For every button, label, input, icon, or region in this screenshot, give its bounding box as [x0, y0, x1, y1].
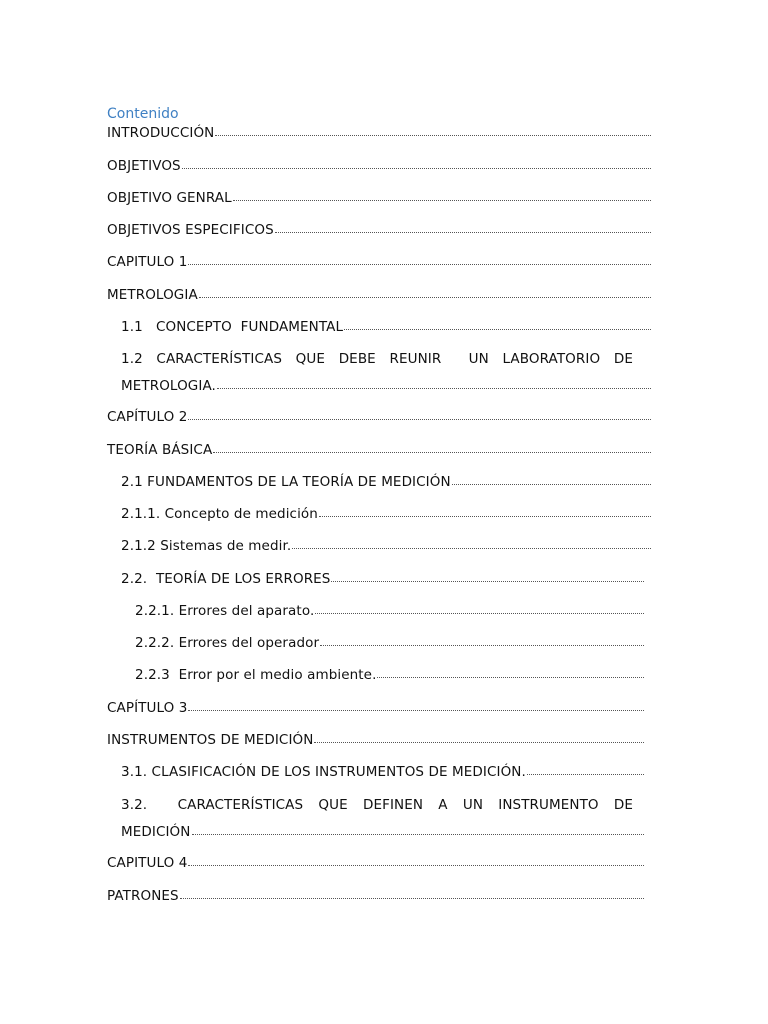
toc-entry-label: 2.1.1. Concepto de medición: [121, 506, 318, 522]
dot-leader: [319, 515, 651, 517]
dot-leader: [314, 741, 644, 743]
toc-entry-introduccion[interactable]: [107, 127, 651, 141]
toc-entry-label: OBJETIVOS: [107, 158, 181, 174]
dot-leader: [527, 773, 644, 775]
toc-entry-label: INTRODUCCIÓN: [107, 125, 215, 141]
dot-leader: [182, 167, 651, 169]
toc-entry-label: 1.1 CONCEPTO FUNDAMENTAL: [121, 319, 344, 335]
toc-entry-2-2-1[interactable]: [135, 605, 644, 619]
dot-leader: [199, 296, 651, 298]
toc-entry-label: 2.1.2 Sistemas de medir.: [121, 538, 292, 554]
toc-entry-1-2[interactable]: [121, 346, 633, 400]
toc-entry-teoria-basica[interactable]: [107, 444, 651, 458]
toc-entry-capitulo-4[interactable]: [107, 857, 644, 871]
toc-entry-3-1[interactable]: [121, 766, 644, 780]
toc-entry-label: CAPITULO 4: [107, 855, 188, 871]
dot-leader: [344, 328, 651, 330]
toc-entry-label-line1: 1.2 CARACTERÍSTICAS QUE DEBE REUNIR UN LABORATORIO DE: [121, 351, 633, 367]
toc-entry-label: 2.2. TEORÍA DE LOS ERRORES: [121, 571, 331, 587]
dot-leader: [275, 231, 651, 233]
toc-entry-label-line2: METROLOGIA.: [121, 378, 216, 394]
toc-entry-2-1-2[interactable]: [121, 540, 651, 554]
dot-leader: [452, 483, 651, 485]
toc-entry-objetivo-general[interactable]: [107, 192, 651, 206]
toc-entry-2-1-1[interactable]: [121, 508, 651, 522]
toc-entry-1-1[interactable]: [121, 321, 651, 335]
toc-entry-label: 2.2.2. Errores del operador: [135, 635, 320, 651]
toc-entry-label: 2.2.1. Errores del aparato.: [135, 603, 315, 619]
toc-entry-label: 2.2.3 Error por el medio ambiente.: [135, 667, 377, 683]
toc-entry-patrones[interactable]: [107, 890, 644, 904]
dot-leader: [233, 199, 651, 201]
toc-entry-label: INSTRUMENTOS DE MEDICIÓN: [107, 732, 314, 748]
toc-entry-2-2[interactable]: [121, 573, 644, 587]
dot-leader: [377, 676, 644, 678]
toc-entry-label: CAPÍTULO 3: [107, 700, 188, 716]
dot-leader: [188, 263, 651, 265]
toc-entry-metrologia[interactable]: [107, 289, 651, 303]
dot-leader: [188, 864, 644, 866]
dot-leader: [331, 580, 644, 582]
toc-entry-capitulo-3[interactable]: [107, 702, 644, 716]
toc-entry-label: PATRONES: [107, 888, 179, 904]
dot-leader: [217, 387, 651, 389]
toc-entry-2-1[interactable]: [121, 476, 651, 490]
dot-leader: [315, 612, 644, 614]
toc-entry-capitulo-1[interactable]: [107, 256, 651, 270]
toc-entry-label: OBJETIVO GENRAL: [107, 190, 232, 206]
dot-leader: [213, 451, 651, 453]
toc-entry-3-2[interactable]: [121, 792, 633, 846]
toc-heading: Contenido: [107, 106, 179, 122]
dot-leader: [192, 833, 645, 835]
toc-entry-label: METROLOGIA: [107, 287, 198, 303]
toc-entry-label: TEORÍA BÁSICA: [107, 442, 213, 458]
dot-leader: [188, 418, 651, 420]
toc-entry-label: CAPITULO 1: [107, 254, 188, 270]
toc-entry-2-2-3[interactable]: [135, 669, 644, 683]
toc-entry-label-line2: MEDICIÓN: [121, 824, 191, 840]
toc-entry-objetivos[interactable]: [107, 160, 651, 174]
dot-leader: [180, 897, 644, 899]
toc-entry-label: CAPÍTULO 2: [107, 409, 188, 425]
toc-entry-objetivos-especificos[interactable]: [107, 224, 651, 238]
toc-entry-label: 3.1. CLASIFICACIÓN DE LOS INSTRUMENTOS DE MEDICIÓN.: [121, 764, 526, 780]
dot-leader: [215, 134, 651, 136]
dot-leader: [188, 709, 644, 711]
toc-entry-label-line1: 3.2. CARACTERÍSTICAS QUE DEFINEN A UN INSTRUMENTO DE: [121, 797, 633, 813]
dot-leader: [320, 644, 644, 646]
toc-entry-capitulo-2[interactable]: [107, 411, 651, 425]
toc-entry-label: OBJETIVOS ESPECIFICOS: [107, 222, 274, 238]
dot-leader: [292, 547, 651, 549]
toc-entry-2-2-2[interactable]: [135, 637, 644, 651]
toc-entry-label: 2.1 FUNDAMENTOS DE LA TEORÍA DE MEDICIÓN: [121, 474, 451, 490]
toc-entry-instrumentos-de-medicion[interactable]: [107, 734, 644, 748]
